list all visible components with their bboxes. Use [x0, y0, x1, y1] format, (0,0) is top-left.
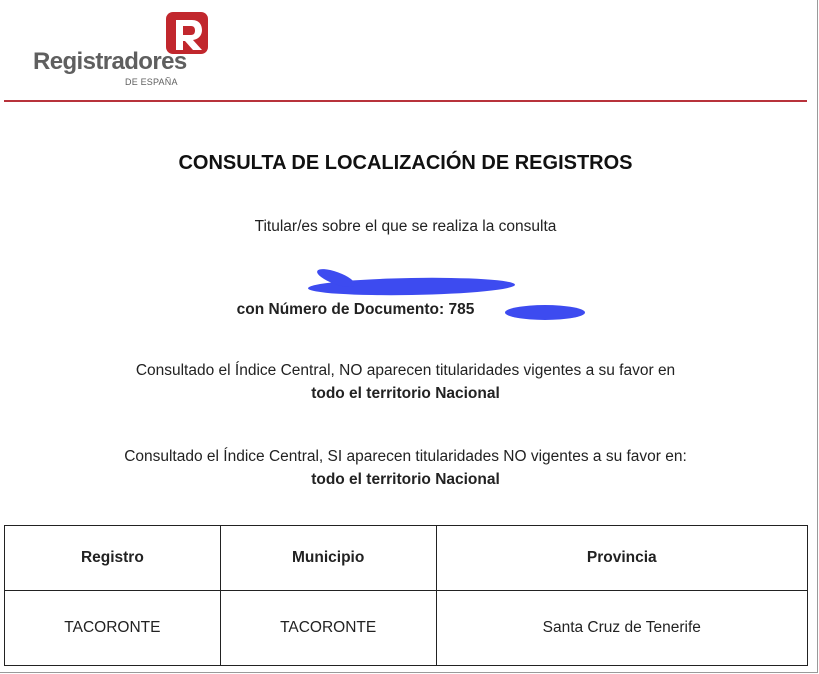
statement-2: Consultado el Índice Central, SI aparecen titularidades NO vigentes a su favor en: [124, 448, 687, 465]
brand-name: Registradores [33, 48, 187, 75]
header-provincia: Provincia [436, 526, 807, 591]
statement-1-scope: todo el territorio Nacional [311, 385, 500, 402]
table-header-row [5, 526, 808, 591]
cell-municipio: TACORONTE [220, 591, 436, 666]
subject-label: Titular/es sobre el que se realiza la consulta [254, 218, 557, 235]
registry-results-table [4, 525, 808, 666]
header-divider [4, 100, 807, 102]
header-municipio: Municipio [220, 526, 436, 591]
header-registro: Registro [5, 526, 221, 591]
statement-1: Consultado el Índice Central, NO aparecen titularidades vigentes a su favor en [135, 362, 676, 379]
brand-subtitle: DE ESPAÑA [125, 77, 178, 87]
cell-provincia: Santa Cruz de Tenerife [436, 591, 807, 666]
table-row [5, 591, 808, 666]
statement-2-scope: todo el territorio Nacional [311, 471, 500, 488]
registradores-logo [33, 10, 213, 90]
document-title: CONSULTA DE LOCALIZACIÓN DE REGISTROS [178, 152, 633, 174]
document-number-label: con Número de Documento: 785 [236, 301, 475, 318]
cell-registro: TACORONTE [5, 591, 221, 666]
redacted-document-number [505, 305, 585, 320]
